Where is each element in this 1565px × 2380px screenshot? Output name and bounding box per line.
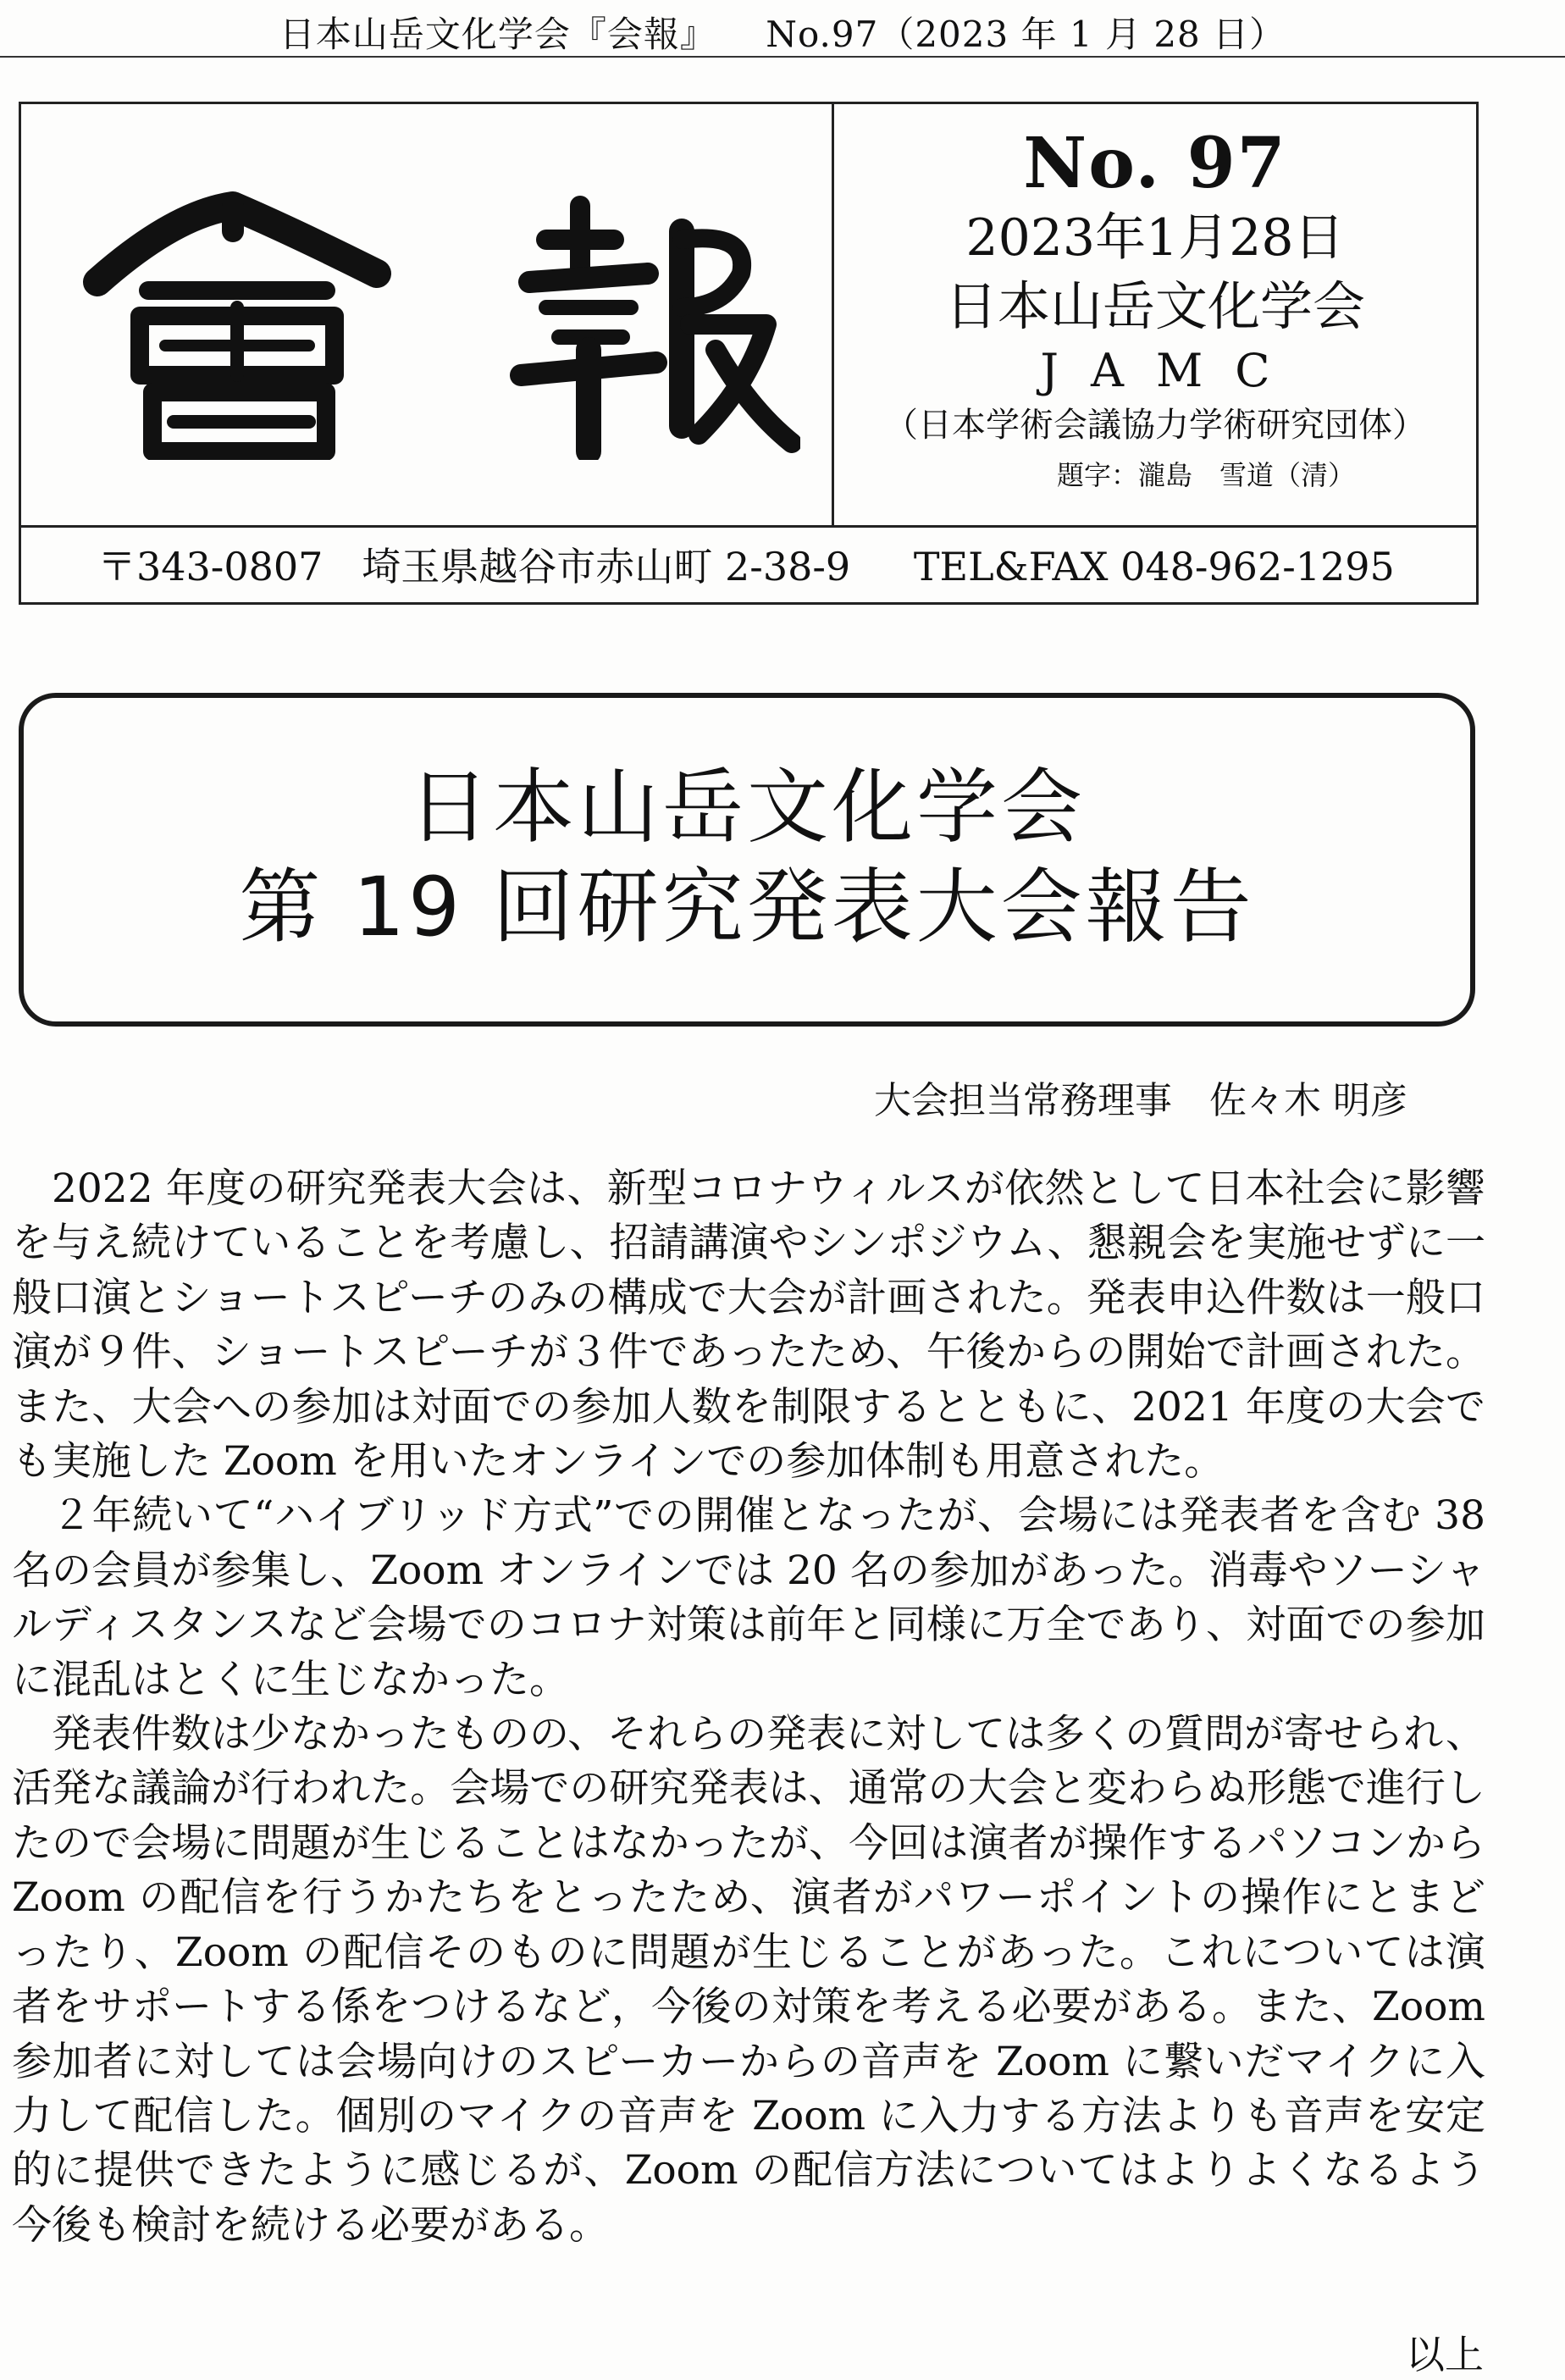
calligraphy-credit: 題字：瀧島 雪道（清）	[1056, 459, 1355, 491]
publication-name: 日本山岳文化学会『会報』	[279, 14, 716, 55]
article-title-line2: 第 19 回研究発表大会報告	[239, 860, 1255, 955]
issue-number: No. 97	[1023, 123, 1287, 204]
closing-mark: 以上	[1406, 2332, 1484, 2377]
issue-date: No.97（2023 年 1 月 28 日）	[766, 14, 1286, 55]
paragraph: 発表件数は少なかったものの、それらの発表に対しては多くの質問が寄せられ、活発な議論が行われた。会場での研究発表は、通常の大会と変わらぬ形態で進行したので会場に問題が生じることはなかったが、今回は演者が操作するパソコンから Zoom の配信を行うかたちをとったため、演者がパワーポイントの操作にとまどったり、Zoom の配信そのものに問題が生じることがあった。これについては演者をサポートする係をつけるなど，今後の対策を考える必要がある。また、Zoom 参加者に対しては会場向けのスピーカーからの音声を Zoom に繋いだマイクに入力して配信した。個別のマイクの音声を Zoom に入力する方法よりも音声を安定的に提供できたように感じるが、Zoom の配信方法についてはよりよくなるよう今後も検討を続ける必要がある。	[12, 1711, 1485, 2249]
article-body	[12, 1162, 1485, 2253]
organization-abbreviation: JAMC	[1040, 344, 1302, 397]
article-author: 大会担当常務理事 佐々木 明彦	[874, 1079, 1407, 1122]
contact-bar	[21, 525, 1476, 602]
tel-fax: TEL&FAX 048-962-1295	[913, 544, 1395, 589]
issue-date-large: 2023年1月28日	[965, 208, 1345, 268]
paragraph: ２年続いて“ハイブリッド方式”での開催となったが、会場には発表者を含む 38 名の会員が参集し、Zoom オンラインでは 20 名の参加があった。消毒やソーシャルディスタンスなど会場でのコロナ対策は前年と同様に万全であり、対面での参加に混乱はとくに生じなかった。	[12, 1492, 1485, 1703]
masthead-info	[834, 104, 1476, 525]
calligraphy-logo	[72, 180, 800, 460]
masthead	[19, 102, 1479, 605]
affiliation: （日本学術会議協力学術研究団体）	[884, 406, 1426, 445]
calligraphy-title-text: 會報	[436, 343, 453, 352]
masthead-title-panel	[21, 104, 834, 525]
postal-address: 〒343-0807 埼玉県越谷市赤山町 2-38-9	[97, 544, 851, 589]
paragraph: 2022 年度の研究発表大会は、新型コロナウィルスが依然として日本社会に影響を与え続けていることを考慮し、招請講演やシンポジウム、懇親会を実施せずに一般口演とショートスピーチのみの構成で大会が計画された。発表申込件数は一般口演が９件、ショートスピーチが３件であったため、午後からの開始で計画された。また、大会への参加は対面での参加人数を制限するとともに、2021 年度の大会でも実施した Zoom を用いたオンラインでの参加体制も用意された。	[12, 1165, 1485, 1486]
header-divider	[0, 56, 1565, 58]
organization-name: 日本山岳文化学会	[944, 275, 1365, 337]
article-title-box	[19, 693, 1475, 1027]
article-title-line1: 日本山岳文化学会	[408, 760, 1086, 855]
running-header	[0, 7, 1565, 58]
